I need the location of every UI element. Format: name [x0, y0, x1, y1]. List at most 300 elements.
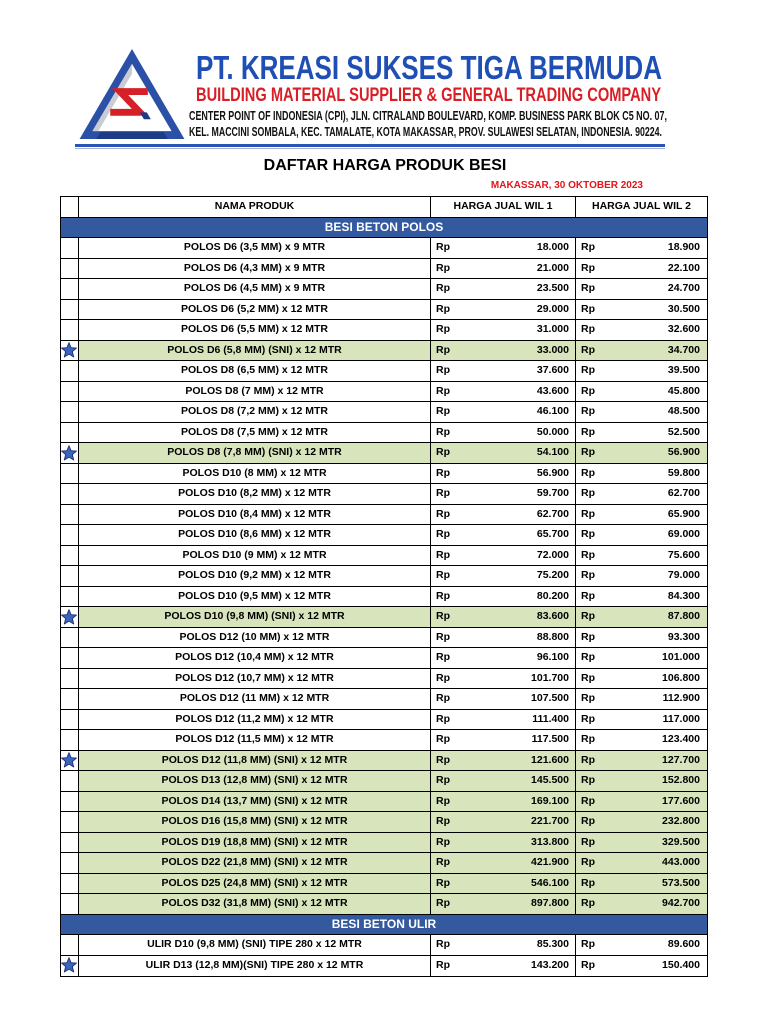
currency-label: Rp — [581, 282, 595, 294]
marker-cell — [61, 648, 79, 668]
product-row — [61, 628, 707, 649]
price-wil1-cell — [431, 464, 576, 484]
price-wil2-value: 69.000 — [667, 528, 700, 540]
product-name: POLOS D10 (8,6 MM) x 12 MTR — [79, 525, 431, 545]
product-name: POLOS D32 (31,8 MM) (SNI) x 12 MTR — [79, 894, 431, 914]
currency-label: Rp — [436, 261, 450, 274]
price-wil2-value: 24.700 — [667, 282, 700, 294]
header-divider — [75, 144, 665, 147]
price-wil2-value: 32.600 — [667, 323, 700, 335]
price-wil1-value: 83.600 — [536, 610, 569, 622]
section-header-row — [61, 915, 707, 936]
currency-label: Rp — [581, 815, 595, 827]
price-wil2-value: 573.500 — [662, 876, 700, 889]
currency-label: Rp — [581, 507, 595, 520]
marker-cell — [61, 546, 79, 566]
currency-label: Rp — [436, 610, 450, 622]
price-wil1-cell — [431, 566, 576, 586]
currency-label: Rp — [581, 897, 595, 909]
marker-cell — [61, 628, 79, 648]
currency-label: Rp — [581, 835, 595, 848]
price-wil2-value: 59.800 — [667, 466, 700, 479]
marker-cell — [61, 710, 79, 730]
price-wil1-value: 37.600 — [536, 364, 569, 376]
marker-cell — [61, 853, 79, 873]
currency-label: Rp — [581, 364, 595, 376]
price-wil1-value: 121.600 — [531, 753, 569, 766]
product-name: POLOS D10 (8 MM) x 12 MTR — [79, 464, 431, 484]
price-wil1-value: 145.500 — [531, 774, 569, 786]
price-wil1-value: 62.700 — [536, 507, 569, 520]
product-row — [61, 341, 707, 362]
currency-label: Rp — [436, 302, 450, 315]
price-wil2-value: 329.500 — [662, 835, 700, 848]
price-wil1-value: 117.500 — [531, 733, 569, 745]
marker-cell — [61, 587, 79, 607]
price-wil2-cell — [576, 443, 707, 463]
currency-label: Rp — [581, 343, 595, 356]
company-address-line-1: CENTER POINT OF INDONESIA (CPI), JLN. CITRALAND BOULEVARD, KOMP. BUSINESS PARK BLOK C5 NO. 07, — [189, 108, 667, 123]
product-name: POLOS D8 (7,2 MM) x 12 MTR — [79, 402, 431, 422]
currency-label: Rp — [581, 651, 595, 663]
product-row — [61, 710, 707, 731]
price-wil2-value: 87.800 — [667, 610, 700, 622]
price-wil1-cell — [431, 402, 576, 422]
price-wil1-value: 111.400 — [532, 712, 569, 725]
currency-label: Rp — [436, 507, 450, 520]
currency-label: Rp — [581, 323, 595, 335]
price-wil1-value: 50.000 — [536, 425, 569, 438]
product-row — [61, 792, 707, 813]
product-name: POLOS D12 (10,7 MM) x 12 MTR — [79, 669, 431, 689]
marker-cell — [61, 894, 79, 914]
currency-label: Rp — [581, 876, 595, 889]
price-wil1-value: 18.000 — [536, 241, 569, 253]
currency-label: Rp — [436, 528, 450, 540]
price-wil1-value: 43.600 — [536, 384, 569, 397]
currency-label: Rp — [581, 712, 595, 725]
price-wil2-value: 62.700 — [667, 487, 700, 499]
price-wil1-cell — [431, 853, 576, 873]
price-wil1-value: 54.100 — [536, 446, 569, 458]
document-title: DAFTAR HARGA PRODUK BESI — [263, 157, 507, 174]
product-row — [61, 361, 707, 382]
product-name: POLOS D12 (10,4 MM) x 12 MTR — [79, 648, 431, 668]
product-name: POLOS D16 (15,8 MM) (SNI) x 12 MTR — [79, 812, 431, 832]
star-icon — [61, 752, 77, 768]
price-wil1-value: 56.900 — [536, 466, 569, 479]
currency-label: Rp — [581, 938, 595, 950]
table-body — [61, 218, 707, 977]
price-wil2-cell — [576, 382, 707, 402]
price-wil1-cell — [431, 546, 576, 566]
price-wil2-cell — [576, 833, 707, 853]
price-wil1-value: 143.200 — [531, 958, 569, 971]
star-icon — [61, 342, 77, 358]
price-wil1-cell — [431, 443, 576, 463]
product-row — [61, 669, 707, 690]
currency-label: Rp — [436, 671, 450, 684]
currency-label: Rp — [436, 343, 450, 356]
price-wil2-cell — [576, 402, 707, 422]
price-wil2-cell — [576, 935, 707, 955]
price-wil2-cell — [576, 812, 707, 832]
marker-cell — [61, 833, 79, 853]
currency-label: Rp — [436, 569, 450, 581]
section-title: BESI BETON ULIR — [331, 916, 437, 931]
company-logo — [77, 47, 187, 142]
section-header-row — [61, 218, 707, 239]
price-wil2-cell — [576, 279, 707, 299]
currency-label: Rp — [436, 405, 450, 417]
price-wil1-cell — [431, 812, 576, 832]
marker-cell — [61, 771, 79, 791]
marker-cell — [61, 341, 79, 361]
product-name: POLOS D6 (5,2 MM) x 12 MTR — [79, 300, 431, 320]
currency-label: Rp — [581, 692, 595, 704]
product-row — [61, 382, 707, 403]
price-wil2-cell — [576, 607, 707, 627]
company-tagline: BUILDING MATERIAL SUPPLIER & GENERAL TRADING COMPANY — [196, 84, 661, 106]
price-wil2-cell — [576, 361, 707, 381]
marker-cell — [61, 259, 79, 279]
currency-label: Rp — [436, 835, 450, 848]
currency-label: Rp — [581, 671, 595, 684]
price-wil2-value: 79.000 — [667, 569, 700, 581]
marker-cell — [61, 689, 79, 709]
product-name: POLOS D8 (7 MM) x 12 MTR — [79, 382, 431, 402]
product-row — [61, 935, 707, 956]
price-wil2-cell — [576, 710, 707, 730]
currency-label: Rp — [581, 405, 595, 417]
price-wil1-cell — [431, 300, 576, 320]
product-name: POLOS D12 (11,2 MM) x 12 MTR — [79, 710, 431, 730]
price-wil1-cell — [431, 238, 576, 258]
price-table — [60, 196, 708, 977]
currency-label: Rp — [436, 856, 450, 868]
product-name: POLOS D10 (8,2 MM) x 12 MTR — [79, 484, 431, 504]
price-wil2-cell — [576, 341, 707, 361]
currency-label: Rp — [436, 589, 450, 602]
price-wil1-value: 88.800 — [536, 630, 569, 643]
company-address-line-2: KEL. MACCINI SOMBALA, KEC. TAMALATE, KOTA MAKASSAR, PROV. SULAWESI SELATAN, INDONESIA. 90224. — [189, 124, 662, 139]
marker-cell — [61, 505, 79, 525]
marker-cell — [61, 792, 79, 812]
product-row — [61, 300, 707, 321]
currency-label: Rp — [436, 712, 450, 725]
product-name: POLOS D6 (5,5 MM) x 12 MTR — [79, 320, 431, 340]
price-wil2-value: 22.100 — [667, 261, 700, 274]
marker-cell — [61, 423, 79, 443]
currency-label: Rp — [581, 753, 595, 766]
price-wil2-cell — [576, 874, 707, 894]
marker-cell — [61, 730, 79, 750]
currency-label: Rp — [436, 364, 450, 376]
price-wil1-cell — [431, 607, 576, 627]
currency-label: Rp — [436, 282, 450, 294]
currency-label: Rp — [436, 794, 450, 807]
marker-cell — [61, 669, 79, 689]
price-wil2-value: 30.500 — [667, 302, 700, 315]
price-wil2-cell — [576, 730, 707, 750]
price-wil2-value: 48.500 — [667, 405, 700, 417]
marker-cell — [61, 279, 79, 299]
price-wil1-value: 46.100 — [536, 405, 569, 417]
price-wil1-cell — [431, 361, 576, 381]
marker-cell — [61, 525, 79, 545]
currency-label: Rp — [581, 958, 595, 971]
product-name: POLOS D22 (21,8 MM) (SNI) x 12 MTR — [79, 853, 431, 873]
marker-cell — [61, 402, 79, 422]
currency-label: Rp — [436, 815, 450, 827]
marker-cell — [61, 607, 79, 627]
price-wil2-value: 89.600 — [667, 938, 700, 950]
price-wil1-value: 23.500 — [536, 282, 569, 294]
marker-cell — [61, 464, 79, 484]
price-wil1-cell — [431, 689, 576, 709]
product-name: POLOS D12 (11,8 MM) (SNI) x 12 MTR — [79, 751, 431, 771]
product-name: ULIR D13 (12,8 MM)(SNI) TIPE 280 x 12 MTR — [79, 956, 431, 977]
price-wil2-value: 39.500 — [667, 364, 700, 376]
price-wil1-cell — [431, 341, 576, 361]
product-name: POLOS D6 (5,8 MM) (SNI) x 12 MTR — [79, 341, 431, 361]
currency-label: Rp — [436, 753, 450, 766]
product-row — [61, 812, 707, 833]
product-name: POLOS D19 (18,8 MM) (SNI) x 12 MTR — [79, 833, 431, 853]
price-wil1-value: 29.000 — [536, 302, 569, 315]
price-wil1-value: 59.700 — [536, 487, 569, 499]
price-wil1-cell — [431, 894, 576, 914]
product-name: POLOS D10 (9,8 MM) (SNI) x 12 MTR — [79, 607, 431, 627]
product-row — [61, 423, 707, 444]
price-wil2-cell — [576, 751, 707, 771]
product-name: POLOS D6 (4,5 MM) x 9 MTR — [79, 279, 431, 299]
currency-label: Rp — [436, 446, 450, 458]
product-row — [61, 648, 707, 669]
price-wil2-value: 112.900 — [662, 692, 700, 704]
price-wil2-value: 152.800 — [662, 774, 700, 786]
price-wil2-value: 117.000 — [662, 712, 700, 725]
marker-cell — [61, 238, 79, 258]
price-wil1-column-header — [431, 197, 576, 217]
product-name: POLOS D6 (3,5 MM) x 9 MTR — [79, 238, 431, 258]
price-wil1-cell — [431, 792, 576, 812]
price-wil1-cell — [431, 710, 576, 730]
price-wil2-value: 123.400 — [662, 733, 700, 745]
price-wil2-column-header — [576, 197, 707, 217]
price-wil2-cell — [576, 587, 707, 607]
product-row — [61, 505, 707, 526]
price-wil1-value: 101.700 — [531, 671, 569, 684]
price-wil2-cell — [576, 689, 707, 709]
currency-label: Rp — [581, 774, 595, 786]
product-name: POLOS D25 (24,8 MM) (SNI) x 12 MTR — [79, 874, 431, 894]
price-wil2-value: 75.600 — [667, 548, 700, 561]
currency-label: Rp — [581, 856, 595, 868]
currency-label: Rp — [436, 487, 450, 499]
price-wil2-value: 18.900 — [667, 241, 700, 253]
price-wil1-cell — [431, 730, 576, 750]
price-wil2-cell — [576, 566, 707, 586]
currency-label: Rp — [581, 794, 595, 807]
product-row — [61, 751, 707, 772]
price-wil1-cell — [431, 320, 576, 340]
marker-cell — [61, 812, 79, 832]
product-row — [61, 853, 707, 874]
product-name: POLOS D8 (6,5 MM) x 12 MTR — [79, 361, 431, 381]
price-wil1-value: 72.000 — [536, 548, 569, 561]
section-title: BESI BETON POLOS — [324, 219, 444, 234]
price-wil2-cell — [576, 648, 707, 668]
price-wil2-cell — [576, 505, 707, 525]
price-wil2-value: 942.700 — [662, 897, 700, 909]
product-name: POLOS D13 (12,8 MM) (SNI) x 12 MTR — [79, 771, 431, 791]
product-name: POLOS D10 (9,5 MM) x 12 MTR — [79, 587, 431, 607]
price-wil1-value: 96.100 — [536, 651, 569, 663]
currency-label: Rp — [436, 466, 450, 479]
currency-label: Rp — [436, 384, 450, 397]
price-wil2-value: 127.700 — [662, 753, 700, 766]
product-name: POLOS D10 (9,2 MM) x 12 MTR — [79, 566, 431, 586]
product-row — [61, 894, 707, 915]
product-name: POLOS D12 (11 MM) x 12 MTR — [79, 689, 431, 709]
price-wil1-cell — [431, 935, 576, 955]
price-wil1-cell — [431, 382, 576, 402]
price-wil1-cell — [431, 874, 576, 894]
currency-label: Rp — [581, 610, 595, 622]
currency-label: Rp — [436, 323, 450, 335]
product-row — [61, 689, 707, 710]
currency-label: Rp — [581, 446, 595, 458]
price-wil1-value: 21.000 — [536, 261, 569, 274]
price-wil2-cell — [576, 259, 707, 279]
marker-cell — [61, 566, 79, 586]
marker-cell — [61, 320, 79, 340]
product-name: POLOS D8 (7,5 MM) x 12 MTR — [79, 423, 431, 443]
price-wil1-cell — [431, 259, 576, 279]
product-name: POLOS D6 (4,3 MM) x 9 MTR — [79, 259, 431, 279]
product-row — [61, 956, 707, 977]
price-wil1-value: 75.200 — [536, 569, 569, 581]
product-name: POLOS D10 (9 MM) x 12 MTR — [79, 546, 431, 566]
currency-label: Rp — [436, 630, 450, 643]
price-wil1-value: 546.100 — [531, 876, 569, 889]
price-wil1-value: 221.700 — [531, 815, 569, 827]
price-wil2-value: 106.800 — [662, 671, 700, 684]
product-name: POLOS D8 (7,8 MM) (SNI) x 12 MTR — [79, 443, 431, 463]
currency-label: Rp — [436, 938, 450, 950]
price-wil1-value: 31.000 — [536, 323, 569, 335]
product-row — [61, 874, 707, 895]
price-wil1-value: 421.900 — [531, 856, 569, 868]
price-wil1-cell — [431, 669, 576, 689]
product-row — [61, 546, 707, 567]
currency-label: Rp — [581, 302, 595, 315]
price-wil2-cell — [576, 853, 707, 873]
star-icon — [61, 609, 77, 625]
marker-cell — [61, 382, 79, 402]
product-row — [61, 771, 707, 792]
currency-label: Rp — [436, 425, 450, 438]
price-wil2-value: 34.700 — [667, 343, 700, 356]
price-wil2-cell — [576, 484, 707, 504]
price-wil1-cell — [431, 505, 576, 525]
price-wil1-value: 80.200 — [536, 589, 569, 602]
currency-label: Rp — [581, 548, 595, 561]
price-wil2-value: 101.000 — [662, 651, 700, 663]
product-row — [61, 238, 707, 259]
marker-cell — [61, 484, 79, 504]
price-wil2-cell — [576, 546, 707, 566]
table-header-row — [61, 197, 707, 218]
price-wil2-value: 93.300 — [667, 630, 700, 643]
product-column-header: NAMA PRODUK — [79, 197, 431, 217]
marker-cell — [61, 956, 79, 977]
price-wil2-value: 150.400 — [662, 958, 700, 971]
price-wil1-value: 33.000 — [536, 343, 569, 356]
currency-label: Rp — [581, 528, 595, 540]
price-wil2-cell — [576, 423, 707, 443]
currency-label: Rp — [436, 548, 450, 561]
price-wil2-cell — [576, 792, 707, 812]
currency-label: Rp — [436, 241, 450, 253]
product-name: POLOS D14 (13,7 MM) (SNI) x 12 MTR — [79, 792, 431, 812]
price-wil2-cell — [576, 320, 707, 340]
currency-label: Rp — [436, 692, 450, 704]
price-wil2-value: 52.500 — [667, 425, 700, 438]
marker-cell — [61, 300, 79, 320]
company-name: PT. KREASI SUKSES TIGA BERMUDA — [196, 49, 662, 86]
price-wil1-header-label: HARGA JUAL WIL 1 — [453, 200, 553, 212]
price-wil1-cell — [431, 751, 576, 771]
price-wil1-cell — [431, 525, 576, 545]
currency-label: Rp — [581, 487, 595, 499]
star-icon — [61, 957, 77, 973]
price-wil2-cell — [576, 894, 707, 914]
star-icon — [61, 445, 77, 461]
product-row — [61, 566, 707, 587]
marker-cell — [61, 751, 79, 771]
price-wil1-cell — [431, 484, 576, 504]
product-name: ULIR D10 (9,8 MM) (SNI) TIPE 280 x 12 MTR — [79, 935, 431, 955]
price-wil2-cell — [576, 956, 707, 977]
price-wil1-cell — [431, 423, 576, 443]
currency-label: Rp — [436, 774, 450, 786]
price-wil1-value: 313.800 — [531, 835, 569, 848]
price-wil2-cell — [576, 669, 707, 689]
price-wil2-cell — [576, 771, 707, 791]
price-wil1-value: 85.300 — [536, 938, 569, 950]
marker-cell — [61, 935, 79, 955]
price-wil1-cell — [431, 279, 576, 299]
price-wil1-cell — [431, 648, 576, 668]
product-row — [61, 443, 707, 464]
marker-cell — [61, 443, 79, 463]
currency-label: Rp — [581, 630, 595, 643]
marker-column-header — [61, 197, 79, 217]
currency-label: Rp — [436, 897, 450, 909]
currency-label: Rp — [436, 651, 450, 663]
price-wil2-cell — [576, 300, 707, 320]
currency-label: Rp — [436, 958, 450, 971]
price-wil2-value: 84.300 — [667, 589, 700, 602]
price-wil2-value: 443.000 — [662, 856, 700, 868]
header-divider-shadow — [75, 148, 665, 149]
price-wil2-cell — [576, 525, 707, 545]
price-wil1-value: 65.700 — [536, 528, 569, 540]
document-place-date: MAKASSAR, 30 OKTOBER 2023 — [490, 179, 643, 191]
price-wil2-value: 65.900 — [667, 507, 700, 520]
